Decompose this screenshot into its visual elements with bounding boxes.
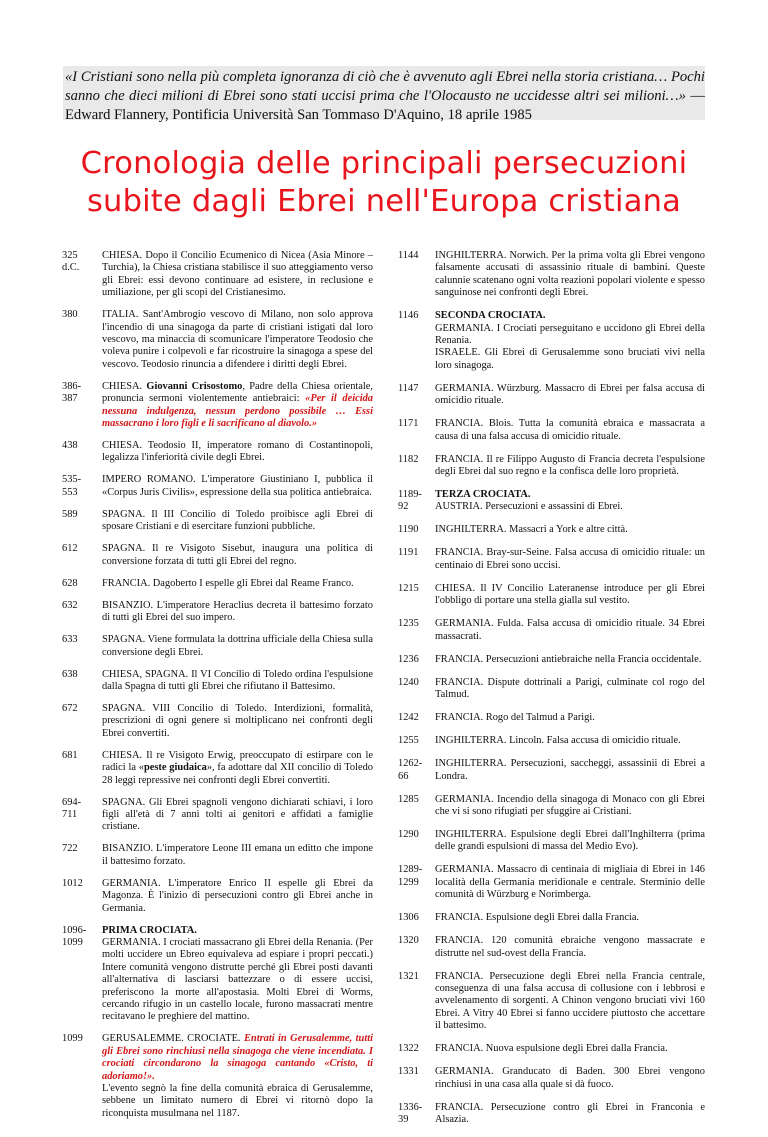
entry-paragraph (435, 250, 705, 300)
chronology-entry (398, 310, 705, 372)
chronology-entry (398, 1102, 705, 1127)
chronology-entry (398, 583, 705, 608)
entry-year: 1190 (398, 524, 419, 536)
entry-text (435, 829, 705, 854)
entry-text-segment: GERMANIA. Granducato di Baden. 300 Ebrei vengono rinchiusi in una casa alla quale si dà fuoco. (435, 1066, 705, 1090)
entry-year: 1171 (398, 418, 419, 430)
entry-year: 1235 (398, 618, 419, 630)
entry-year: 1255 (398, 735, 419, 747)
chronology-entry (62, 474, 373, 499)
entry-year: 535- 553 (62, 474, 82, 498)
entry-text (102, 797, 373, 834)
entry-paragraph (102, 669, 373, 694)
chronology-right-column (398, 250, 705, 1137)
entry-text-segment: , Padre della Chiesa orientale, pronuncia sermoni violentemente antiebraici: (102, 380, 373, 405)
entry-text-segment: BISANZIO. L'imperatore Leone III emana un editto che impone il battesimo forzato. (102, 843, 373, 867)
entry-year: 1242 (398, 712, 419, 724)
entry-text-segment: FRANCIA. Espulsione degli Ebrei dalla Francia. (435, 912, 640, 924)
entry-text (102, 440, 373, 465)
entry-year: 1147 (398, 382, 419, 394)
entry-year: 612 (62, 543, 78, 555)
entry-year: 1146 (398, 310, 419, 322)
entry-paragraph (102, 797, 373, 834)
entry-paragraph (435, 864, 705, 901)
entry-text-segment: INGHILTERRA. Espulsione degli Ebrei dall'Inghilterra (prima delle grandi espulsioni di massa del Medio Evo). (435, 828, 705, 853)
entry-text (435, 310, 705, 372)
entry-year: 1285 (398, 793, 419, 805)
chronology-entry (398, 418, 705, 443)
entry-paragraph (102, 750, 373, 787)
entry-text-segment: INGHILTERRA. Massacri a York e altre città. (435, 524, 628, 536)
entry-text (102, 1033, 373, 1120)
entry-paragraph (435, 758, 705, 783)
entry-text (435, 677, 705, 702)
entry-year: 1215 (398, 582, 419, 594)
entry-paragraph (435, 794, 705, 819)
entry-text-segment: GERUSALEMME. CROCIATE. (102, 1033, 244, 1045)
entry-text (435, 758, 705, 783)
entry-text-segment: SPAGNA. Il III Concilio di Toledo proibisce agli Ebrei di sposare Cristiani e di esercitare funzioni pubbliche. (102, 508, 373, 533)
entry-extra-paragraph: L'evento segnò la fine della comunità ebraica di Gerusalemme, sebbene un limitato numero di Ebrei vi ritornò dopo la riconquista musulmana nel 1187. (102, 1083, 373, 1119)
chronology-entry (62, 381, 373, 431)
entry-text-segment: FRANCIA. Il re Filippo Augusto di Francia decreta l'espulsione degli Ebrei dal suo regno e la confisca delle loro proprietà. (435, 453, 705, 478)
entry-text-segment: CHIESA. Teodosio II, imperatore romano di Costantinopoli, legalizza l'inferiorità civile degli Ebrei. (102, 440, 373, 464)
chronology-entry (398, 971, 705, 1033)
chronology-entry (398, 864, 705, 901)
entry-text (435, 547, 705, 572)
entry-text (435, 1102, 705, 1127)
entry-text (435, 418, 705, 443)
entry-text-segment: peste giudaica (143, 762, 207, 774)
entry-year: 681 (62, 749, 78, 761)
entry-paragraph (102, 634, 373, 659)
chronology-entry (62, 843, 373, 868)
chronology-entry (398, 794, 705, 819)
chronology-entry (398, 712, 705, 724)
chronology-entry (62, 750, 373, 787)
entry-text (102, 309, 373, 371)
entry-text (435, 794, 705, 819)
entry-paragraph (435, 583, 705, 608)
entry-paragraph (102, 937, 373, 1024)
entry-text-segment: GERMANIA. Fulda. Falsa accusa di omicidio rituale. 34 Ebrei massacrati. (435, 618, 705, 642)
chronology-entry (62, 309, 373, 371)
epigraph-box (63, 66, 705, 123)
chronology-entry (62, 509, 373, 534)
entry-text-segment: AUSTRIA. Persecuzioni e assassini di Ebrei. (435, 501, 623, 513)
chronology-entry (62, 543, 373, 568)
entry-year: 1331 (398, 1066, 419, 1078)
entry-text (435, 583, 705, 608)
entry-text (102, 925, 373, 1024)
entry-year: 589 (62, 508, 78, 520)
entry-paragraph (435, 323, 705, 348)
epigraph-text: «I Cristiani sono nella più completa ignoranza di ciò che è avvenuto agli Ebrei nella storia cristiana… Pochi sanno che dieci milioni di Ebrei sono stati uccisi prima che l'Olocausto ne uccidesse altri sei milioni…» (65, 69, 705, 104)
entry-year: 386- 387 (62, 380, 82, 405)
entry-year: 1191 (398, 547, 419, 559)
entry-year: 1236 (398, 653, 419, 665)
entry-paragraph (102, 578, 373, 590)
entry-text (102, 578, 373, 590)
highlighted-quote: «Per il deicida nessuna indulgenza, nessun perdono possibile … Essi massacrano i loro figli e li sacrificano al diavolo.» (102, 393, 373, 430)
entry-paragraph (102, 250, 373, 300)
entry-year: 722 (62, 843, 78, 855)
entry-paragraph (435, 677, 705, 702)
entry-year: 1336- 39 (398, 1101, 423, 1125)
entry-paragraph (435, 524, 705, 536)
entry-paragraph (435, 618, 705, 643)
entry-text (435, 250, 705, 300)
entry-paragraph (435, 654, 705, 666)
entry-year: 438 (62, 440, 78, 452)
entry-text (102, 703, 373, 740)
entry-year: 1290 (398, 828, 419, 840)
entry-paragraph (435, 712, 705, 724)
entry-paragraph (435, 454, 705, 479)
entry-paragraph (102, 1033, 373, 1083)
page-title-line-1: Cronologia delle principali persecuzioni (80, 146, 688, 181)
chronology-entry (398, 250, 705, 300)
entry-text (435, 712, 705, 724)
entry-text-segment: INGHILTERRA. Norwich. Per la prima volta gli Ebrei vengono falsamente accusati di assassinio rituale di bambini. Queste calunnie scatenano ogni volta reazioni popolari violente e spesso sanguinose nei confronti degli Ebrei. (435, 250, 705, 299)
entry-paragraph (102, 440, 373, 465)
entry-year: 1322 (398, 1043, 419, 1055)
entry-year: 694- 711 (62, 796, 82, 820)
entry-text (102, 878, 373, 915)
chronology-entry (398, 654, 705, 666)
entry-text (102, 381, 373, 431)
entry-paragraph (435, 912, 705, 924)
entry-year: 1182 (398, 453, 419, 465)
entry-text-segment: CHIESA. Il re Visigoto Erwig, preoccupato di estirpare con le radici la « (102, 749, 373, 774)
entry-text-segment: BISANZIO. L'imperatore Heraclius decreta il battesimo forzato di tutti gli Ebrei del suo impero. (102, 599, 373, 624)
entry-text-segment: CHIESA. Dopo il Concilio Ecumenico di Nicea (Asia Minore – Turchia), la Chiesa cristiana stabilisce il suo atteggiamento verso gli Ebrei: essi devono continuare ad esistere, in reclusione e umiliazione, per gli scopi del Cristianesimo. (102, 250, 373, 299)
entry-paragraph (435, 418, 705, 443)
entry-text (102, 634, 373, 659)
entry-year: 1240 (398, 676, 419, 688)
entry-text (435, 1043, 705, 1055)
entry-text-segment: INGHILTERRA. Lincoln. Falsa accusa di omicidio rituale. (435, 735, 681, 747)
entry-text (435, 489, 705, 514)
entry-text (435, 654, 705, 666)
entry-text (102, 843, 373, 868)
entry-paragraph (102, 309, 373, 371)
chronology-entry (398, 935, 705, 960)
entry-heading: TERZA CROCIATA. (435, 489, 531, 501)
chronology-entry (398, 677, 705, 702)
epigraph-quote (65, 68, 705, 125)
entry-text (435, 864, 705, 901)
entry-year: 672 (62, 702, 78, 714)
entry-year: 638 (62, 668, 78, 680)
entry-text-segment: GERMANIA. Incendio della sinagoga di Monaco con gli Ebrei che vi si sono rifugiati per sfuggire ai Cristiani. (435, 793, 705, 817)
chronology-entry (62, 600, 373, 625)
entry-text-segment: SPAGNA. Gli Ebrei spagnoli vengono dichiarati schiavi, i loro figli all'età di 7 anni tolti ai genitori e affidati a famiglie cristiane. (102, 796, 373, 833)
entry-text-segment: GERMANIA. I crociati massacrano gli Ebrei della Renania. (Per molti uccidere un Ebreo equivaleva ad espiare i propri peccati.) Intere comunità vengono distrutte perché gli Ebrei posti davanti all'alternativa di lasciarsi battezzare o di essere uccisi, preferiscono la morte all'apostasia. Molti Ebrei di Worms, cercando rifugio in un castello locale, furono massacrati mentre recitavano le preghiere del mattino. (102, 936, 373, 1023)
entry-text-segment: CHIESA. (102, 380, 147, 392)
entry-paragraph (435, 971, 705, 1033)
entry-text (102, 250, 373, 300)
entry-year: 380 (62, 309, 78, 321)
entry-text (435, 618, 705, 643)
entry-text (435, 454, 705, 479)
entry-year: 1320 (398, 935, 419, 947)
page-title (40, 145, 728, 221)
entry-text-segment: FRANCIA. Dispute dottrinali a Parigi, culminate col rogo del Talmud. (435, 676, 705, 701)
entry-paragraph (102, 543, 373, 568)
chronology-entry (62, 878, 373, 915)
entry-text (102, 474, 373, 499)
entry-text (435, 383, 705, 408)
entry-text-segment: FRANCIA. Persecuzioni antiebraiche nella Francia occidentale. (435, 653, 702, 665)
entry-text-segment: ITALIA. Sant'Ambrogio vescovo di Milano, non solo approva l'incendio di una sinagoga da parte di cristiani istigati dal loro vescovo, ma minaccia di scomunicare l'imperatore Teodosio che voleva punire i colpevoli e far ricostruire la sinagoga a spese del vescovo. Teodosio rinuncia a difendere i diritti degli Ebrei. (102, 309, 373, 370)
entry-paragraph (435, 547, 705, 572)
entry-year: 1189- 92 (398, 489, 422, 513)
entry-text (102, 750, 373, 787)
chronology-entry (398, 912, 705, 924)
chronology-entry (398, 524, 705, 536)
chronology-entry (62, 250, 373, 300)
entry-extra-paragraph: ISRAELE. Gli Ebrei di Gerusalemme sono bruciati vivi nella loro sinagoga. (435, 347, 705, 371)
entry-text-segment: SPAGNA. Il re Visigoto Sisebut, inaugura una politica di conversione forzata di tutti gli Ebrei del regno. (102, 543, 373, 567)
entry-text-segment: SPAGNA. VIII Concilio di Toledo. Interdizioni, formalità, prescrizioni di ogni genere si moltiplicano nei confronti degli Ebrei convertiti. (102, 702, 373, 739)
chronology-entry (398, 489, 705, 514)
entry-year: 633 (62, 634, 78, 646)
chronology-entry (398, 547, 705, 572)
entry-paragraph (435, 935, 705, 960)
entry-text-segment: SPAGNA. Viene formulata la dottrina ufficiale della Chiesa sulla conversione degli Ebrei. (102, 634, 373, 658)
entry-year: 1099 (62, 1033, 83, 1045)
entry-text-segment: FRANCIA. 120 comunità ebraiche vengono massacrate e distrutte nel sud-ovest della Francia. (435, 935, 705, 959)
entry-text-segment: CHIESA. Il IV Concilio Lateranense introduce per gli Ebrei l'obbligo di portare una stella gialla sul vestito. (435, 582, 705, 607)
entry-text-segment: », fa adottare dal XII concilio di Toledo 28 leggi repressive nei confronti degli Ebrei convertiti. (102, 762, 374, 786)
entry-paragraph (435, 1102, 705, 1127)
chronology-entry (62, 578, 373, 590)
entry-text (435, 1066, 705, 1091)
entry-year: 1306 (398, 912, 419, 924)
entry-text (435, 524, 705, 536)
entry-year: 1144 (398, 250, 419, 261)
entry-year: 1096- 1099 (62, 924, 87, 948)
entry-paragraph (102, 474, 373, 499)
entry-year: 1321 (398, 970, 419, 982)
entry-text (435, 935, 705, 960)
entry-year: 325 d.C. (62, 250, 80, 274)
entry-text-segment: GERMANIA. Würzburg. Massacro di Ebrei per falsa accusa di omicidio rituale. (435, 382, 705, 407)
chronology-entry (398, 454, 705, 479)
entry-paragraph (435, 501, 705, 513)
entry-heading: SECONDA CROCIATA. (435, 310, 546, 322)
epigraph-attribution: — Edward Flannery, Pontificia Università San Tommaso D'Aquino, 18 aprile 1985 (65, 88, 705, 123)
entry-paragraph (102, 600, 373, 625)
chronology-entry (398, 383, 705, 408)
entry-text-segment: FRANCIA. Nuova espulsione degli Ebrei dalla Francia. (435, 1043, 668, 1055)
entry-paragraph (102, 381, 373, 431)
chronology-entry (62, 797, 373, 834)
chronology-entry (62, 669, 373, 694)
entry-text-segment: IMPERO ROMANO. L'imperatore Giustiniano I, pubblica il «Corpus Juris Civilis», espressione della sua politica antiebraica. (102, 474, 373, 498)
chronology-entry (62, 634, 373, 659)
entry-text (435, 971, 705, 1033)
entry-paragraph (435, 383, 705, 408)
entry-paragraph (102, 703, 373, 740)
entry-text-segment: FRANCIA. Dagoberto I espelle gli Ebrei dal Reame Franco. (102, 577, 354, 589)
chronology-entry (398, 1043, 705, 1055)
entry-text-segment: FRANCIA. Blois. Tutta la comunità ebraica e massacrata a causa di una falsa accusa di omicidio rituale. (435, 418, 705, 442)
entry-paragraph (102, 509, 373, 534)
entry-year: 632 (62, 599, 78, 611)
entry-text (102, 600, 373, 625)
chronology-left-column (62, 250, 373, 1130)
entry-text-segment: FRANCIA. Persecuzione contro gli Ebrei in Franconia e Alsazia. (435, 1101, 705, 1125)
entry-paragraph (435, 829, 705, 854)
entry-year: 628 (62, 577, 78, 589)
entry-text-segment: FRANCIA. Rogo del Talmud a Parigi. (435, 712, 595, 724)
entry-text (102, 509, 373, 534)
entry-text-segment: GERMANIA. I Crociati perseguitano e uccidono gli Ebrei della Renania. (435, 322, 705, 347)
chronology-entry (398, 735, 705, 747)
entry-year: 1262- 66 (398, 758, 423, 782)
chronology-entry (398, 758, 705, 783)
entry-paragraph (102, 843, 373, 868)
entry-heading: PRIMA CROCIATA. (102, 924, 197, 936)
entry-paragraph (435, 1066, 705, 1091)
entry-text (435, 912, 705, 924)
entry-paragraph (102, 878, 373, 915)
entry-text-segment: CHIESA, SPAGNA. Il VI Concilio di Toledo ordina l'espulsione dalla Spagna di tutti gli Ebrei che rifiutano il Battesimo. (102, 668, 373, 692)
chronology-entry (398, 829, 705, 854)
page-title-line-2: subite dagli Ebrei nell'Europa cristiana (86, 184, 682, 219)
chronology-entry (62, 925, 373, 1024)
entry-year: 1012 (62, 877, 83, 889)
entry-text (102, 669, 373, 694)
entry-paragraph (435, 735, 705, 747)
entry-text-segment: INGHILTERRA. Persecuzioni, saccheggi, assassinii di Ebrei a Londra. (435, 758, 705, 782)
chronology-entry (62, 703, 373, 740)
chronology-entry (62, 1033, 373, 1120)
entry-text-segment: GERMANIA. Massacro di centinaia di migliaia di Ebrei in 146 località della Germania meridionale e centrale. Sterminio delle comunità di Würzburg e Norimberga. (435, 864, 705, 901)
entry-text-segment: FRANCIA. Persecuzione degli Ebrei nella Francia centrale, conseguenza di una falsa accusa di collusione con i lebbrosi e avvelenamento di sorgenti. A Chinon vengono bruciati vivi 160 Ebrei. A Vitry 40 Ebrei si fanno uccidere piuttosto che accettare il battesimo. (435, 970, 705, 1032)
entry-text (435, 735, 705, 747)
entry-text-segment: Giovanni Crisostomo (146, 380, 243, 392)
chronology-entry (398, 1066, 705, 1091)
entry-year: 1289- 1299 (398, 864, 423, 888)
chronology-entry (62, 440, 373, 465)
highlighted-quote: Entrati in Gerusalemme, tutti gli Ebrei sono rinchiusi nella sinagoga che viene incendiata. I crociati circondarono la sinagoga cantando «Cristo, ti adoriamo!». (102, 1033, 373, 1082)
entry-text-segment: GERMANIA. L'imperatore Enrico II espelle gli Ebrei da Magonza. È l'inizio di persecuzioni contro gli Ebrei anche in Germania. (102, 877, 373, 914)
entry-paragraph (435, 1043, 705, 1055)
entry-text-segment: FRANCIA. Bray-sur-Seine. Falsa accusa di omicidio rituale: un centinaio di Ebrei sono uccisi. (435, 547, 705, 571)
entry-text (102, 543, 373, 568)
chronology-entry (398, 618, 705, 643)
